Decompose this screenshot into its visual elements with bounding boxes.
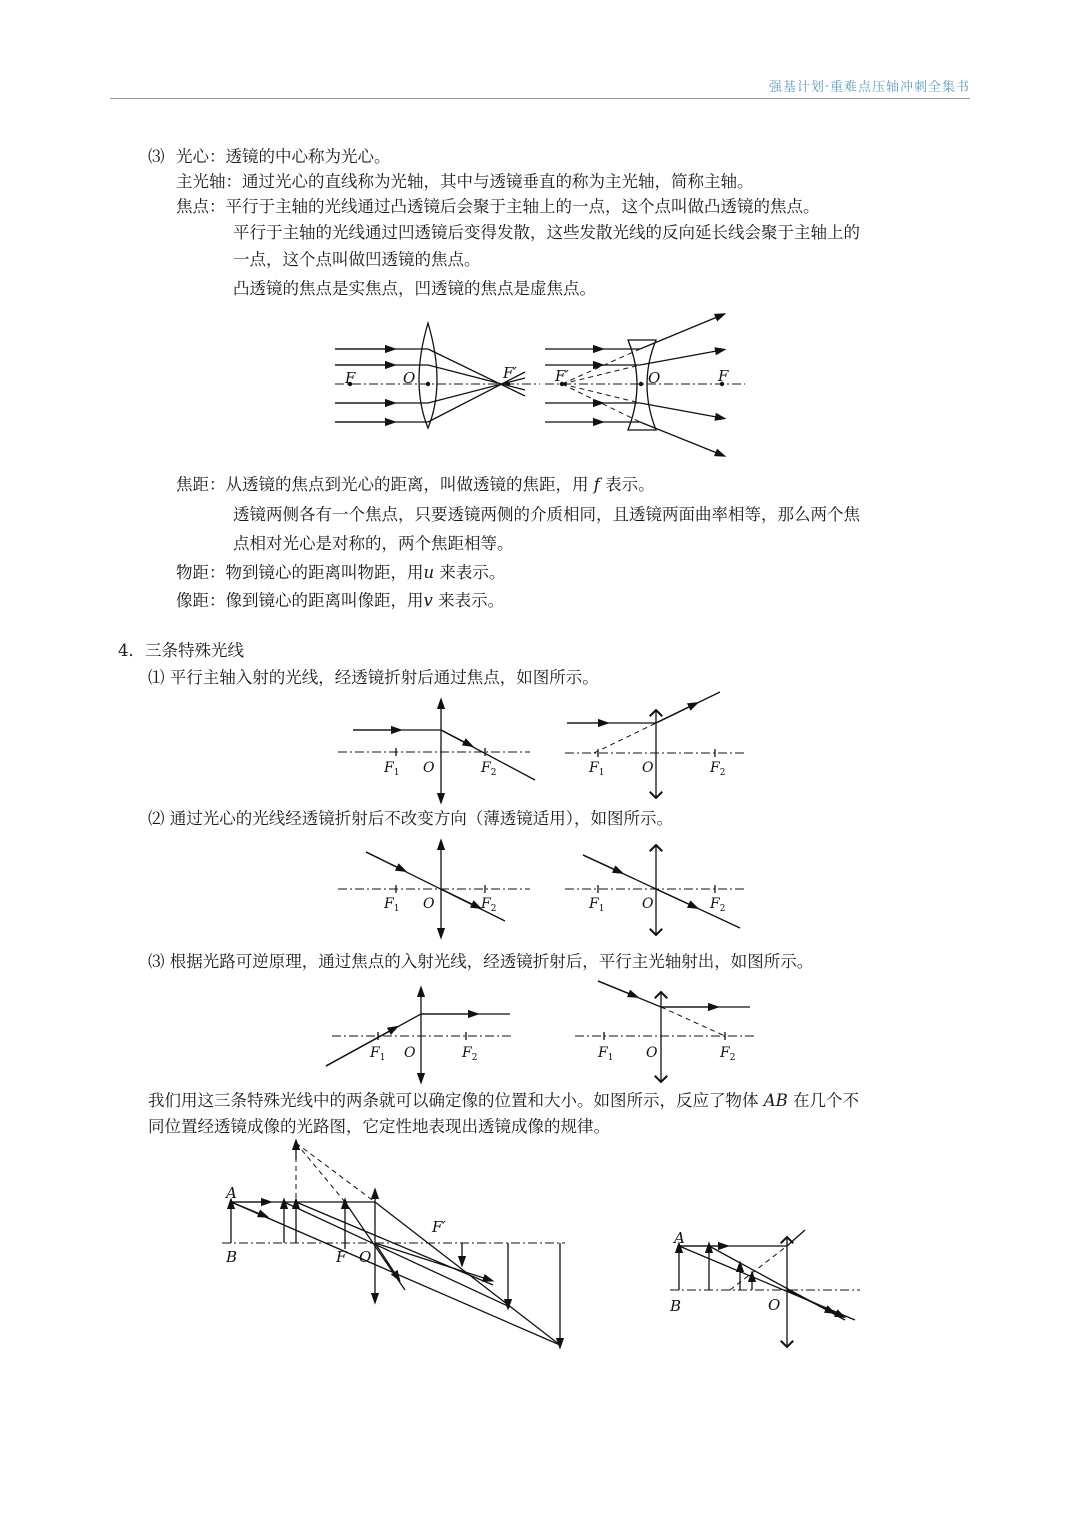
- label-O-concave: O: [648, 369, 661, 387]
- convex-imaging-diagram: [222, 1143, 565, 1345]
- label-O: O: [646, 1045, 658, 1061]
- convex-lens: [419, 323, 437, 428]
- label-O: O: [404, 1045, 416, 1061]
- ray2-concave-diagram: [565, 845, 745, 935]
- object-distance-var: u: [423, 563, 435, 582]
- summary-text-1: 我们用这三条特殊光线中的两条就可以确定像的位置和大小。如图所示，反应了物体 AB 在几个不: [148, 1091, 860, 1110]
- label-O: O: [642, 896, 654, 912]
- ray1-concave-diagram: [565, 692, 745, 798]
- ray1-convex-diagram: [338, 702, 535, 800]
- label-O: O: [768, 1296, 781, 1314]
- special-ray-2-text: ⑵ 通过光心的光线经透镜折射后不改变方向（薄透镜适用），如图所示。: [148, 809, 673, 828]
- label-F1: $F_1$: [589, 896, 605, 914]
- label-A: A: [674, 1229, 685, 1247]
- optical-center-text: 光心：透镜的中心称为光心。: [176, 147, 391, 166]
- label-F2: $F_2$: [481, 896, 497, 914]
- convex-lens-focus-diagram: [335, 323, 540, 428]
- focus-text-2: 平行于主轴的光线通过凹透镜后变得发散，这些发散光线的反向延长线会聚于主轴上的: [233, 223, 860, 242]
- label-F2: $F_2$: [462, 1045, 478, 1063]
- label-F1: $F_1$: [370, 1045, 386, 1063]
- label-F2: $F_2$: [720, 1045, 736, 1063]
- special-ray-1-text: ⑴ 平行主轴入射的光线，经透镜折射后通过焦点，如图所示。: [148, 668, 599, 687]
- summary-var-AB: AB: [763, 1091, 788, 1110]
- label-B: B: [670, 1297, 682, 1315]
- focus-text-1: 焦点：平行于主轴的光线通过凸透镜后会聚于主轴上的一点，这个点叫做凸透镜的焦点。: [176, 197, 820, 216]
- ray3-concave-diagram: [575, 981, 755, 1082]
- focal-text-3: 点相对光心是对称的，两个焦距相等。: [233, 534, 514, 553]
- concave-imaging-diagram: [669, 1229, 860, 1347]
- label-O-convex: O: [403, 369, 416, 387]
- label-O: O: [359, 1248, 372, 1266]
- ray2-convex-diagram: [338, 843, 530, 935]
- header-title: 强基计划·重难点压轴冲刺全集书: [768, 80, 970, 95]
- special-ray-3-text: ⑶ 根据光路可逆原理，通过焦点的入射光线，经透镜折射后，平行主光轴射出，如图所示。: [148, 952, 814, 971]
- label-F1: $F_1$: [384, 896, 400, 914]
- label-F1: $F_1$: [598, 1045, 614, 1063]
- label-O: O: [423, 896, 435, 912]
- image-distance-text: 像距：像到镜心的距离叫像距，用v 来表示。: [176, 591, 505, 610]
- label-F-left: F: [345, 369, 356, 387]
- label-A: A: [226, 1184, 237, 1202]
- image-distance-var: v: [423, 591, 433, 610]
- concave-lens-diverge-diagram: [545, 315, 745, 455]
- label-F1: $F_1$: [589, 760, 605, 778]
- s3-number: ⑶: [148, 147, 165, 166]
- summary-text-2: 同位置经透镜成像的光路图，它定性地表现出透镜成像的规律。: [148, 1117, 610, 1136]
- focus-text-4: 凸透镜的焦点是实焦点，凹透镜的焦点是虚焦点。: [233, 279, 596, 298]
- focal-length-var: f: [593, 475, 600, 494]
- focus-text-3: 一点，这个点叫做凹透镜的焦点。: [233, 250, 481, 269]
- label-F-prime-convex: F′: [503, 364, 517, 382]
- label-F-prime-concave: F′: [555, 367, 569, 385]
- label-F-right: F: [718, 367, 729, 385]
- label-O: O: [423, 760, 435, 776]
- ray3-convex-diagram: [326, 990, 512, 1080]
- section4-title: 4．三条特殊光线: [118, 641, 244, 660]
- label-F1: $F_1$: [384, 760, 400, 778]
- label-B: B: [226, 1248, 238, 1266]
- label-F: F: [336, 1248, 347, 1266]
- focal-length-text: 焦距：从透镜的焦点到光心的距离，叫做透镜的焦距，用 f 表示。: [176, 475, 655, 494]
- label-O: O: [642, 760, 654, 776]
- object-distance-text: 物距：物到镜心的距离叫物距，用u 来表示。: [176, 563, 506, 582]
- main-axis-text: 主光轴：通过光心的直线称为光轴，其中与透镜垂直的称为主光轴，简称主轴。: [176, 172, 754, 191]
- label-F2: $F_2$: [481, 760, 497, 778]
- label-F2: $F_2$: [710, 896, 726, 914]
- label-F-prime: F′: [432, 1218, 446, 1236]
- label-F2: $F_2$: [710, 760, 726, 778]
- focal-text-2: 透镜两侧各有一个焦点，只要透镜两侧的介质相同，且透镜两面曲率相等，那么两个焦: [233, 505, 860, 524]
